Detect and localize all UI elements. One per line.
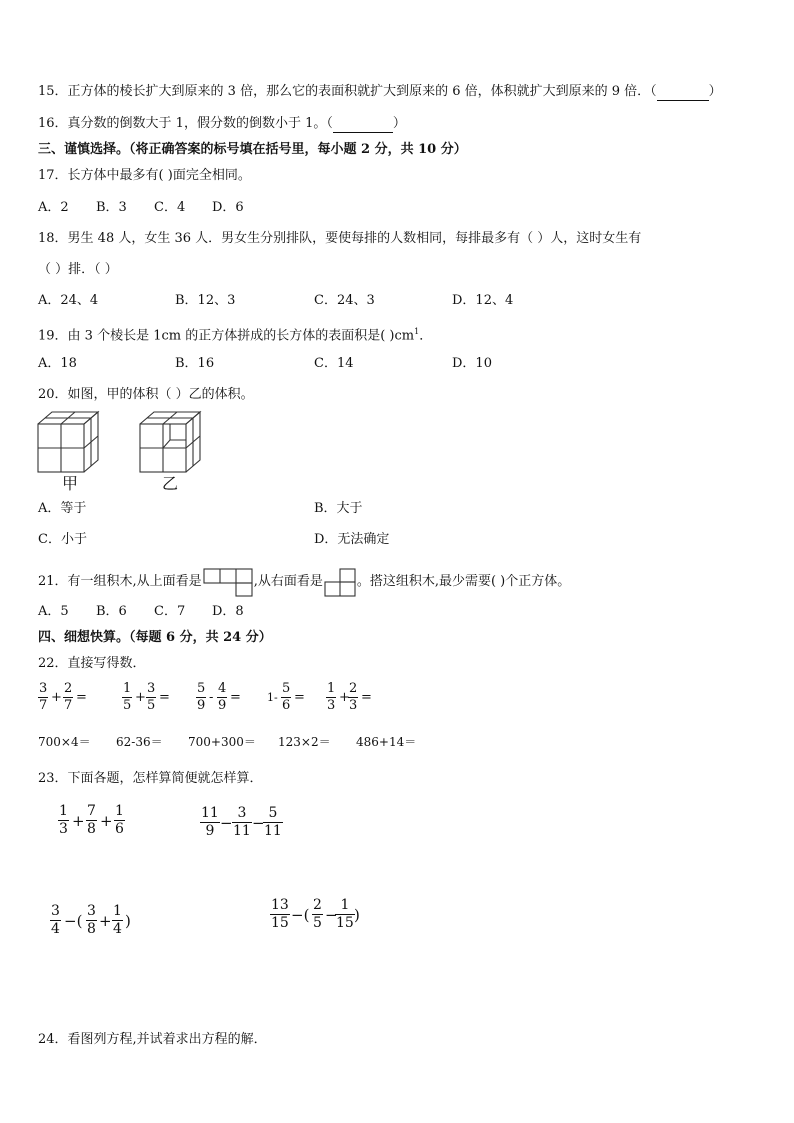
fraction: 5 9 — [197, 681, 206, 713]
operator: + — [135, 690, 146, 705]
fraction: 5 6 — [282, 681, 291, 713]
figure-label-jia: 甲 — [62, 474, 79, 493]
q21-option-d[interactable]: D．8 — [212, 604, 244, 619]
fraction: 2 7 — [64, 681, 73, 713]
question-16-text: 16．真分数的倒数大于 1，假分数的倒数小于 1。（ — [38, 116, 333, 131]
q20-option-a[interactable]: A．等于 — [38, 501, 87, 516]
fraction: 7 8 — [87, 803, 96, 837]
fraction: 1 3 — [327, 681, 336, 713]
q19-option-c[interactable]: C．14 — [314, 356, 354, 371]
question-21-part2: ,从右面看是 — [253, 574, 323, 589]
answer-blank-15[interactable] — [657, 84, 709, 101]
question-20-text: 20．如图，甲的体积（ ）乙的体积。 — [38, 387, 254, 402]
q18-option-b[interactable]: B．12、3 — [175, 293, 236, 308]
q17-option-b[interactable]: B．3 — [96, 200, 127, 215]
question-19-text: 19．由 3 个棱长是 1cm 的正方体拼成的长方体的表面积是( )cm — [38, 328, 415, 344]
question-19: 19．由 3 个棱长是 1cm 的正方体拼成的长方体的表面积是( )$cm^1$． — [38, 327, 433, 344]
fraction: 1 4 — [113, 903, 122, 937]
operator: − — [220, 814, 233, 832]
q18-option-a[interactable]: A．24、4 — [38, 293, 99, 308]
question-15: 15．正方体的棱长扩大到原来的 3 倍，那么它的表面积就扩大到原来的 6 倍，体积就扩大到原来的 9 倍．（ ） — [38, 84, 722, 99]
fraction: 13 15 — [271, 897, 289, 931]
cube-figure-yi — [138, 408, 208, 474]
operator: + — [339, 690, 350, 705]
q19-option-b[interactable]: B．16 — [175, 356, 215, 371]
question-21 — [38, 567, 570, 597]
fraction: 1 6 — [115, 803, 124, 837]
q21-option-c[interactable]: C．7 — [154, 604, 186, 619]
operator: + — [72, 812, 85, 830]
section-3-heading: 三、谨慎选择。（将正确答案的标号填在括号里，每小题 2 分，共 10 分） — [38, 142, 467, 157]
section-4-heading: 四、细想快算。（每题 6 分，共 24 分） — [38, 630, 272, 645]
question-23-text: 23．下面各题，怎样算简便就怎样算． — [38, 771, 263, 786]
answer-blank-16[interactable] — [333, 116, 393, 133]
figure-label-yi: 乙 — [162, 474, 179, 493]
close-paren: ) — [354, 906, 360, 924]
cube-figure-jia — [36, 408, 106, 474]
q21-option-b[interactable]: B．6 — [96, 604, 127, 619]
question-18-line2: （ ）排．（ ） — [38, 262, 118, 277]
operator: + — [51, 690, 62, 705]
question-18-line1: 18．男生 48 人，女生 36 人．男女生分别排队，要使每排的人数相同，每排最多有（ ）人，这时女生有 — [38, 231, 642, 246]
operator: 1- — [267, 691, 278, 704]
question-16: 16．真分数的倒数大于 1，假分数的倒数小于 1。（ ） — [38, 116, 406, 131]
fraction: 5 11 — [264, 805, 282, 839]
fraction: 3 4 — [51, 903, 60, 937]
equals-sign: = — [159, 690, 170, 705]
operator: −( — [64, 912, 83, 930]
operator: - — [209, 690, 214, 705]
q20-option-b[interactable]: B．大于 — [314, 501, 363, 516]
operator: −( — [291, 906, 310, 924]
calc-item: 700+300＝ — [188, 735, 256, 749]
operator: − — [252, 814, 265, 832]
fraction: 2 3 — [349, 681, 358, 713]
q21-option-a[interactable]: A．5 — [38, 604, 69, 619]
calc-item: 700×4＝ — [38, 735, 91, 749]
question-22-text: 22．直接写得数． — [38, 656, 146, 671]
equals-sign: = — [361, 690, 372, 705]
fraction: 3 11 — [233, 805, 251, 839]
q17-option-d[interactable]: D．6 — [212, 200, 244, 215]
q19-option-a[interactable]: A．18 — [38, 356, 77, 371]
operator: + — [99, 912, 112, 930]
question-17-text: 17．长方体中最多有( )面完全相同。 — [38, 168, 251, 183]
fraction: 3 7 — [39, 681, 48, 713]
fraction: 4 9 — [218, 681, 227, 713]
equals-sign: = — [76, 690, 87, 705]
close-paren: ) — [125, 912, 131, 930]
q20-option-c[interactable]: C．小于 — [38, 532, 87, 547]
fraction: 1 15 — [336, 897, 354, 931]
q18-option-c[interactable]: C．24、3 — [314, 293, 375, 308]
fraction: 1 3 — [59, 803, 68, 837]
q19-option-d[interactable]: D．10 — [452, 356, 492, 371]
question-21-part1: 21．有一组积木,从上面看是 — [38, 574, 202, 589]
fraction: 3 5 — [147, 681, 156, 713]
question-21-part3: 。搭这组积木,最少需要( )个正方体。 — [356, 574, 571, 589]
calc-item: 62-36＝ — [116, 735, 163, 749]
question-24-text: 24．看图列方程,并试着求出方程的解． — [38, 1032, 267, 1047]
operator: + — [100, 812, 113, 830]
question-15-text: 15．正方体的棱长扩大到原来的 3 倍，那么它的表面积就扩大到原来的 6 倍，体积就扩大到原来的 9 倍．（ — [38, 84, 657, 99]
right-view-figure — [323, 567, 357, 597]
equals-sign: = — [294, 690, 305, 705]
q20-option-d[interactable]: D．无法确定 — [314, 532, 390, 547]
fraction: 1 5 — [123, 681, 132, 713]
equals-sign: = — [230, 690, 241, 705]
calc-item: 486+14＝ — [356, 735, 417, 749]
q18-option-d[interactable]: D．12、4 — [452, 293, 514, 308]
operator: − — [325, 906, 338, 924]
fraction: 3 8 — [87, 903, 96, 937]
top-view-figure — [202, 567, 254, 597]
q17-option-a[interactable]: A．2 — [38, 200, 69, 215]
calc-item: 123×2＝ — [278, 735, 331, 749]
unit-exponent: 1 — [414, 327, 420, 336]
fraction: 11 9 — [201, 805, 219, 839]
fraction: 2 5 — [313, 897, 322, 931]
q17-option-c[interactable]: C．4 — [154, 200, 186, 215]
